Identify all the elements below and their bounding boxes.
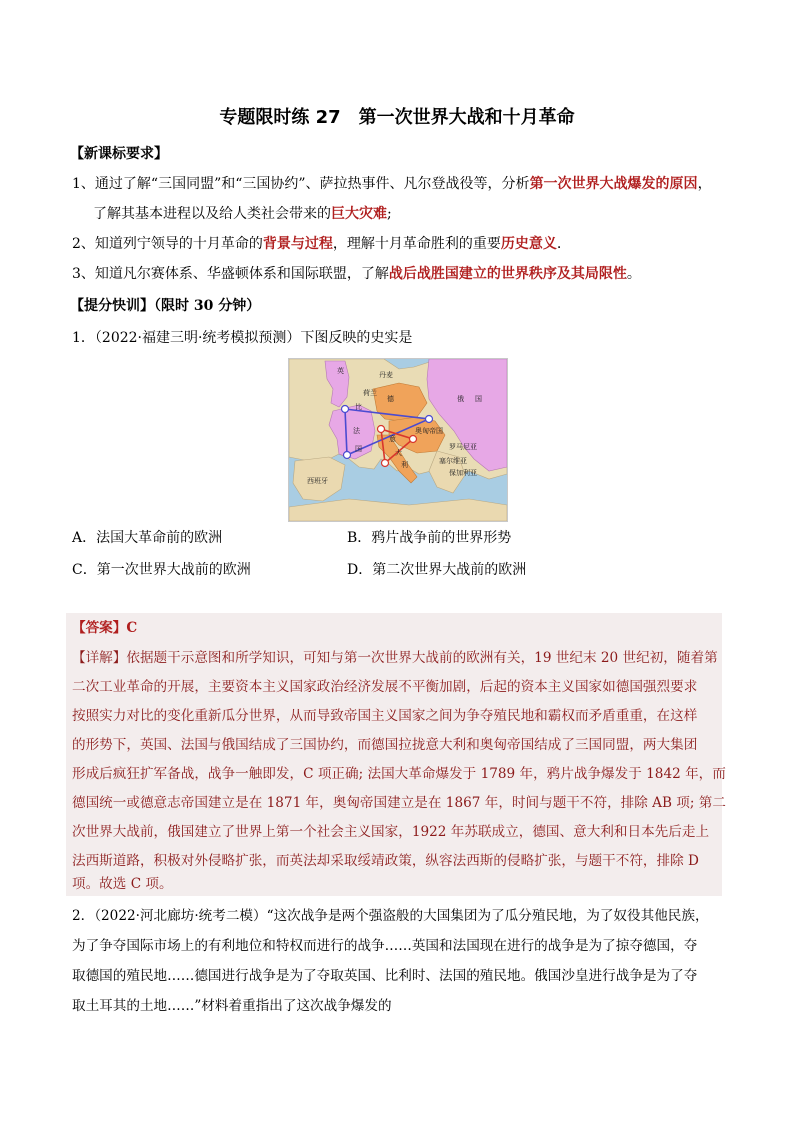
section-heading-standards: 【新课标要求】 [70,146,168,162]
detail-line: 的形势下，英国、法国与俄国结成了三国协约，而德国拉拢意大利和奥匈帝国结成了三国同盟，两大集团 [72,737,698,753]
standard-item-1-continued: 了解其基本进程以及给人类社会带来的巨大灾难; [93,206,392,222]
map-label: 俄 [457,395,464,403]
alliance-germany-node [378,426,385,433]
standard-item-1: 1、通过了解“三国同盟”和“三国协约”、萨拉热事件、凡尔登战役等，分析第一次世界大战爆发的原因， [72,176,712,192]
detail-line: 按照实力对比的变化重新瓜分世界，从而导致帝国主义国家之间为争夺殖民地和霸权而矛盾重重，在这样 [72,708,698,724]
detail-line: 法西斯道路，积极对外侵略扩张，而英法却采取绥靖政策，纵容法西斯的侵略扩张，与题干不符，排除 D [72,853,699,869]
detail-line: 项。故选 C 项。 [72,876,173,892]
map-label: 大 [395,449,402,457]
map-label: 德 [387,395,394,403]
standard-item-3: 3、知道凡尔赛体系、华盛顿体系和国际联盟，了解战后战胜国建立的世界秩序及其局限性。 [72,266,641,282]
map-label: 国 [355,445,362,453]
option-d: D．第二次世界大战前的欧洲 [347,562,527,578]
question-2-line: 2．（2022·河北廊坊·统考二模）“这次战争是两个强盗般的大国集团为了瓜分殖民地，为了奴役其他民族， [72,908,709,924]
question-1-stem: 1．（2022·福建三明·统考模拟预测）下图反映的史实是 [72,330,413,346]
standard-item-2: 2、知道列宁领导的十月革命的背景与过程，理解十月革命胜利的重要历史意义. [72,236,562,252]
map-label: 比 [355,403,362,411]
map-label: 奥匈帝国 [415,427,443,435]
map-label: 意 [389,435,396,443]
entente-france-node [344,452,351,459]
entente-russia-node [426,416,433,423]
map-label: 利 [401,461,408,469]
option-b: B．鸦片战争前的世界形势 [347,530,512,546]
entente-britain-node [342,406,349,413]
map-label: 罗马尼亚 [449,443,477,451]
section-heading-practice: 【提分快训】（限时 30 分钟） [70,298,261,314]
map-label: 国 [475,395,482,403]
detail-line: 形成后疯狂扩军备战，战争一触即发，C 项正确; 法国大革命爆发于 1789 年，鸦片战争爆发于 1842 年，而 [72,766,726,782]
europe-map-image [288,358,508,522]
option-c: C．第一次世界大战前的欧洲 [72,562,251,578]
map-label: 塞尔维亚 [439,457,467,465]
map-label: 法 [353,427,360,435]
map-label: 荷兰 [363,389,377,397]
map-label: 保加利亚 [449,469,477,477]
option-a: A．法国大革命前的欧洲 [72,530,223,546]
detail-line: 二次工业革命的开展，主要资本主义国家政治经济发展不平衡加剧，后起的资本主义国家如德国强烈要求 [72,679,698,695]
page-title: 专题限时练 27 第一次世界大战和十月革命 [219,107,575,128]
question-2-line: 为了争夺国际市场上的有利地位和特权而进行的战争……英国和法国现在进行的战争是为了掠夺德国，夺 [72,938,698,954]
alliance-italy-node [382,460,389,467]
detail-line: 次世界大战前，俄国建立了世界上第一个社会主义国家，1922 年苏联成立，德国、意大利和日本先后走上 [72,824,710,840]
europe-map-svg [289,359,507,521]
question-2-line: 取土耳其的土地……”材料着重指出了这次战争爆发的 [72,998,392,1014]
answer-label: 【答案】C [72,620,138,636]
alliance-austria-node [410,436,417,443]
africa-region [289,499,507,521]
map-label: 西班牙 [307,477,328,485]
map-label: 英 [337,367,344,375]
question-2-line: 取德国的殖民地……德国进行战争是为了夺取英国、比利时、法国的殖民地。俄国沙皇进行战争是为了夺 [72,968,698,984]
map-label: 丹麦 [379,371,393,379]
detail-line: 【详解】依据题干示意图和所学知识，可知与第一次世界大战前的欧洲有关，19 世纪末 20 世纪初，随着第 [72,650,718,666]
detail-line: 德国统一或德意志帝国建立是在 1871 年，奥匈帝国建立是在 1867 年，时间与题干不符，排除 AB 项; 第二 [72,795,726,811]
